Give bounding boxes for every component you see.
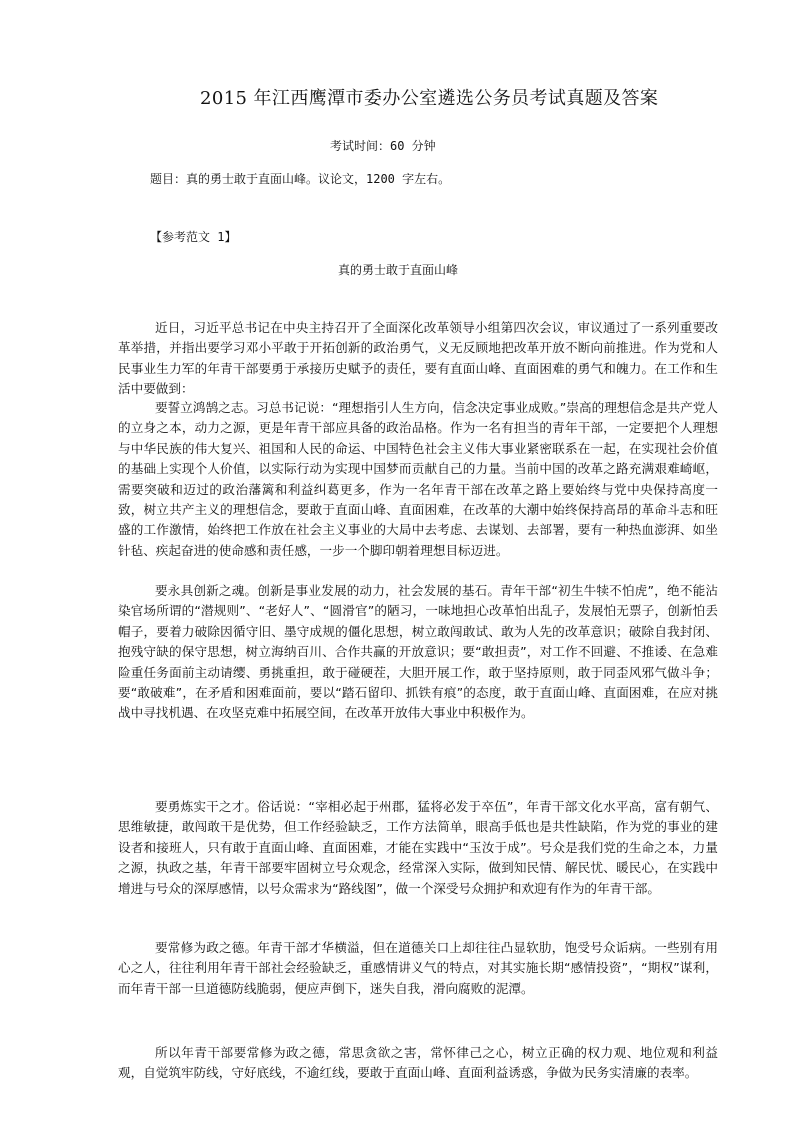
reference-essay-label: 【参考范文 1】 [150,230,237,244]
essay-paragraph: 近日，习近平总书记在中央主持召开了全面深化改革领导小组第四次会议，审议通过了一系列重要改革举措，并指出要学习邓小平敢于开拓创新的政治勇气，义无反顾地把改革开放不断向前推进。作为党和人民事业生力军的年青干部要勇于承接历史赋予的责任，要有直面山峰、直面困难的勇气和魄力。在工作和生活中要做到： [118,320,718,397]
essay-paragraph: 要誓立鸿鹄之志。习总书记说：“理想指引人生方向，信念决定事业成败。”崇高的理想信念是共产党人的立身之本，动力之源，更是年青干部应具备的政治品格。作为一名有担当的青年干部，一定要把个人理想与中华民族的伟大复兴、祖国和人民的命运、中国特色社会主义伟大事业紧密联系在一起，在实现社会价值的基础上实现个人价值，以实际行动为实现中国梦而贡献自己的力量。当前中国的改革之路充满艰难崎岖，需要突破和迈过的政治藩篱和利益纠葛更多，作为一名年青干部在改革之路上要始终与党中央保持高度一致，树立共产主义的理想信念，要敢于直面山峰、直面困难，在改革的大潮中始终保持高昂的革命斗志和旺盛的工作激情，始终把工作放在社会主义事业的大局中去考虑、去谋划、去部署，要有一种热血澎湃、如坐针毡、疾起奋进的使命感和责任感，一步一个脚印朝着理想目标迈进。 [118,400,718,558]
essay-paragraph: 要勇炼实干之才。俗话说：“宰相必起于州郡，猛将必发于卒伍”，年青干部文化水平高，富有朝气、思维敏捷，敢闯敢干是优势，但工作经验缺乏，工作方法简单，眼高手低也是共性缺陷，作为党的事业的建设者和接班人，只有敢于直面山峰、直面困难，才能在实践中“玉汝于成”。号众是我们党的生命之本，力量之源，执政之基，年青干部要牢固树立号众观念，经常深入实际，做到知民情、解民忧、暖民心，在实践中增进与号众的深厚感情，以号众需求为“路线图”，做一个深受号众拥护和欢迎有作为的年青干部。 [118,799,718,896]
question-prompt: 题目：真的勇士敢于直面山峰。议论文，1200 字左右。 [150,172,451,186]
essay-title: 真的勇士敢于直面山峰 [338,263,459,277]
essay-paragraph: 所以年青干部要常修为政之德，常思贪欲之害，常怀律己之心，树立正确的权力观、地位观和利益观，自觉筑牢防线，守好底线，不逾红线，要敢于直面山峰、直面利益诱惑，争做为民务实清廉的表率。 [118,1045,718,1081]
essay-paragraph: 要永具创新之魂。创新是事业发展的动力，社会发展的基石。青年干部“初生牛犊不怕虎”，绝不能沾染官场所谓的“潜规则”、“老好人”、“圆滑官”的陋习，一味地担心改革怕出乱子，发展怕无票子，创新怕丢帽子，要着力破除因循守旧、墨守成规的僵化思想，树立敢闯敢试、敢为人先的改革意识；破除自我封闭、抱残守缺的保守思想，树立海纳百川、合作共赢的开放意识；要“敢担责”，对工作不回避、不推诿、在急难险重任务面前主动请缨、勇挑重担，敢于碰硬茬，大胆开展工作，敢于坚持原则，敢于同歪风邪气做斗争；要“敢破难”，在矛盾和困难面前，要以“踏石留印、抓铁有痕”的态度，敢于直面山峰、直面困难，在应对挑战中寻找机遇、在攻坚克难中拓展空间，在改革开放伟大事业中积极作为。 [118,583,718,721]
essay-paragraph: 要常修为政之德。年青干部才华横溢，但在道德关口上却往往凸显软肋，饱受号众诟病。一些别有用心之人，往往利用年青干部社会经验缺乏，重感情讲义气的特点，对其实施长期“感情投资”，“期权”谋利，而年青干部一旦道德防线脆弱，便应声倒下，迷失自我，滑向腐败的泥潭。 [118,940,718,996]
exam-time: 考试时间：60 分钟 [330,139,436,153]
document-title: 2015 年江西鹰潭市委办公室遴选公务员考试真题及答案 [200,88,659,109]
